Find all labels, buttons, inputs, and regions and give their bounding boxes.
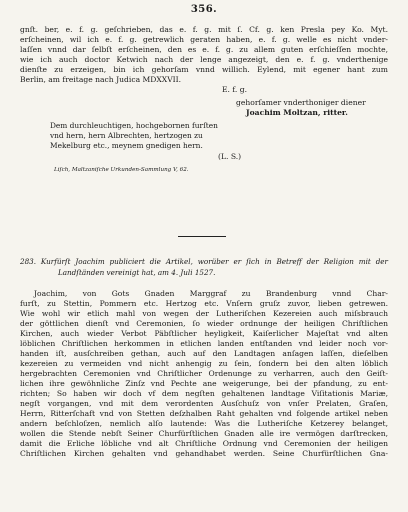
closing-line: gehorſamer vnderthoniger diener	[236, 98, 366, 107]
body-line: richten; So haben wir doch vf dem negſten gehaltenen landtage Viſitationis Mariæ,	[20, 389, 388, 398]
body-line: furſt, zu Stettin, Pommern etc. Hertzog etc. Vnſern gruſz zuvor, lieben getrewen.	[20, 299, 388, 308]
section-heading-cont: Landſtänden vereinigt hat, am 4. Juli 1527.	[58, 268, 216, 277]
closing-efg: E. f. g.	[222, 85, 248, 94]
body-line: Herrn, Ritterſchaft vnd von Stetten deſzhalben Raht gehalten vnd folgende artikel neben	[20, 409, 388, 418]
source-note: Liſch, Maltzaniſche Urkunden-Sammlung V, 62.	[54, 167, 189, 173]
seal-mark: (L. S.)	[218, 152, 242, 161]
body-line: Joachim, von Gots Gnaden Marggraf zu Brandenburg vnnd Char-	[34, 289, 388, 298]
body-line: Kirchen, auch wieder Verbot Päbſtlicher heyligkeit, Kaiſerlicher Majeſtat vnd alten	[20, 329, 388, 338]
letter-line: wie ich auch doctor Ketwich nach der lenge angezeigt, den e. f. g. vnderthenige	[20, 55, 388, 64]
closing-signature: Joachim Moltzan, ritter.	[246, 108, 348, 117]
body-line: kezereien zu vermeiden vnd nicht anhengig zu ſein, ſondern bei den alten löblich	[20, 359, 388, 368]
letter-line: Berlin, am freitage nach Judica MDXXVII.	[20, 75, 182, 84]
body-line: handen iſt, ausſchreiben gethan, auch auf den Landtagen anſagen laſſen, dieſelben	[20, 349, 388, 358]
section-divider	[178, 236, 226, 237]
letter-line: gnſt. ber, e. f. g. geſchrieben, das e. f. g. mit ſ. Cf. g. ken Presla pey Ko. Myt.	[20, 25, 388, 34]
body-line: Wie wohl wir etlich mahl von wegen der Lutheriſchen Kezereien auch miſsbrauch	[20, 309, 388, 318]
body-line: der göttlichen dienſt vnd Ceremonien, ſo wieder ordnunge der heiligen Chriſtlichen	[20, 319, 388, 328]
letter-line: laſſen vnnd dar ſelbſt erſcheinen, den es e. f. g. zu allem guten erſchieſſen mochte,	[20, 45, 388, 54]
letter-line: dienſte zu erzeigen, bin ich gehorſam vnnd willich. Eylend, mit egener hant zum	[20, 65, 388, 74]
letter-line: erſcheinen, wil ich e. f. g. getrewlich geraten haben, e. f. g. welle es nicht vnder-	[20, 35, 388, 44]
address-line: vnd hern, hern Albrechten, hertzogen zu	[50, 131, 203, 140]
body-line: löblichen Chriſtlichen herkommen in etlichen landen entſtanden vnd leider noch vor-	[20, 339, 388, 348]
body-line: wollen die Stende nebſt Seiner Churfürſtlichen Gnaden alle ire vermögen darſtrecken,	[20, 429, 388, 438]
body-line: hergebrachten Ceremonien vnd Chriſtlicher Ordenunge zu verharren, auch den Geiſt-	[20, 369, 388, 378]
body-line: andern beſchloſzen, nemlich alſo lautende: Was die Lutheriſche Ketzerey belanget,	[20, 419, 388, 428]
page-number: 356.	[190, 4, 218, 15]
address-line: Dem durchleuchtigen, hochgebornen furſten	[50, 121, 218, 130]
body-line: lichen ihre gewöhnliche Zinſz vnd Pechte ane weigerunge, bei der pfandung, zu ent-	[20, 379, 388, 388]
body-line: negſt vorgangen, vnd mit dem verordenten Ausſchuſz von vnſer Prelaten, Graſen,	[20, 399, 388, 408]
body-line: damit die Erliche löbliche vnd alt Chriſtliche Ordnung vnd Ceremonien der heiligen	[20, 439, 388, 448]
address-line: Mekelburg etc., meynem gnedigen hern.	[50, 141, 203, 150]
body-line: Chriſtlichen Kirchen gehalten vnd gehandhabet werden. Seine Churfürſtlichen Gna-	[20, 449, 388, 458]
section-heading: 283. Kurfürſt Joachim publiciert die Artikel, worüber er ſich in Betreff der Religion mit der	[20, 257, 388, 266]
